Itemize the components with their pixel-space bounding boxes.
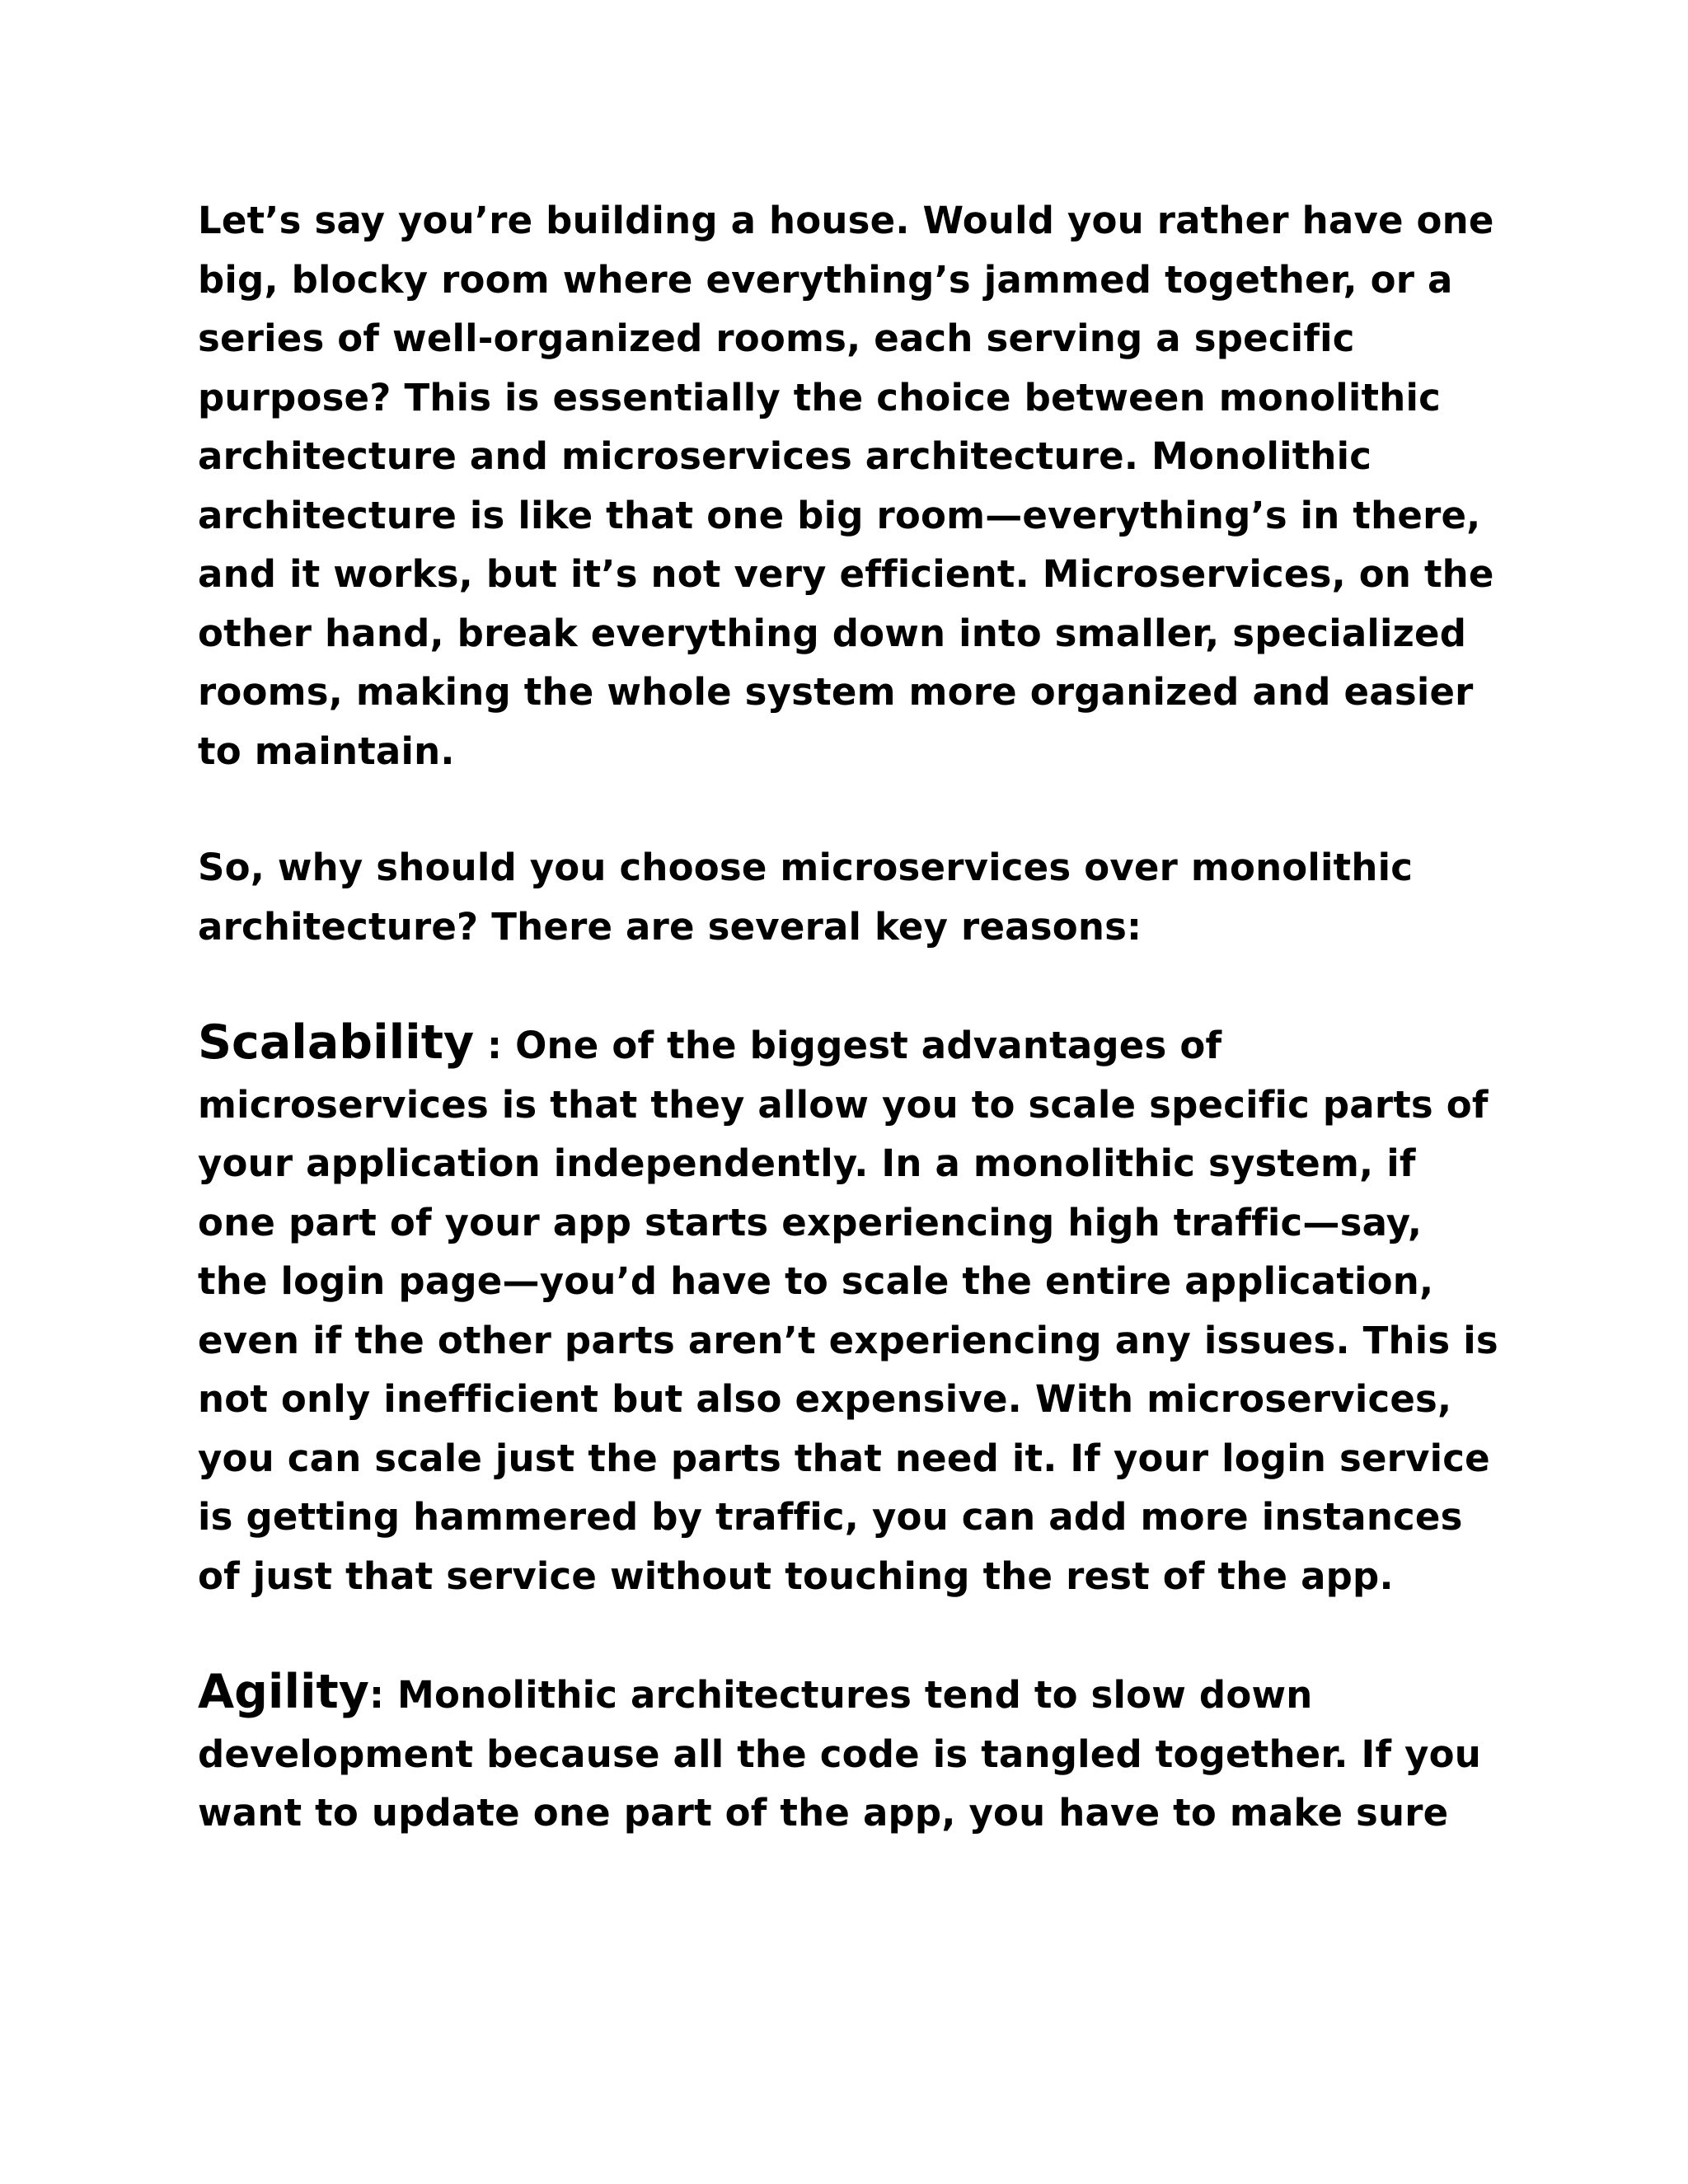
intro-paragraph: Let’s say you’re building a house. Would you rather have one big, blocky room where everything’s jammed together, or a series of well-organized rooms, each serving a specific purpose? This is essentially the choice between monolithic architecture and microservices architecture. Monolithic architecture is like that one big room—everything’s in there, and it works, but it’s not very efficient. Microservices, on the other hand, break everything down into smaller, specialized rooms, making the whole system more organized and easier to maintain. — [198, 199, 1494, 773]
agility-separator: : — [368, 1673, 397, 1717]
scalability-separator: : — [474, 1024, 516, 1067]
paragraph-spacer — [198, 780, 1500, 838]
scalability-heading: Scalability — [198, 1015, 475, 1070]
paragraph-spacer — [198, 1605, 1500, 1663]
scalability-paragraph — [198, 1014, 1500, 1605]
question-paragraph: So, why should you choose microservices over monolithic architecture? There are several key reasons: — [198, 846, 1414, 949]
agility-heading: Agility — [198, 1665, 369, 1719]
agility-body: Monolithic architectures tend to slow down development because all the code is tangled together. If you want to update one part of the app, you have to make sure — [198, 1673, 1482, 1835]
scalability-body: One of the biggest advantages of microservices is that they allow you to scale specific parts of your application independently. In a monolithic system, if one part of your app starts experiencing high traffic—say, the login page—you’d have to scale the entire application, even if the other parts aren’t experiencing any issues. This is not only inefficient but also expensive. With microservices, you can scale just the parts that need it. If your login service is getting hammered by traffic, you can add more instances of just that service without touching the rest of the app. — [198, 1024, 1498, 1598]
agility-paragraph — [198, 1663, 1500, 1843]
paragraph-spacer — [198, 956, 1500, 1014]
document-body — [198, 191, 1500, 1843]
